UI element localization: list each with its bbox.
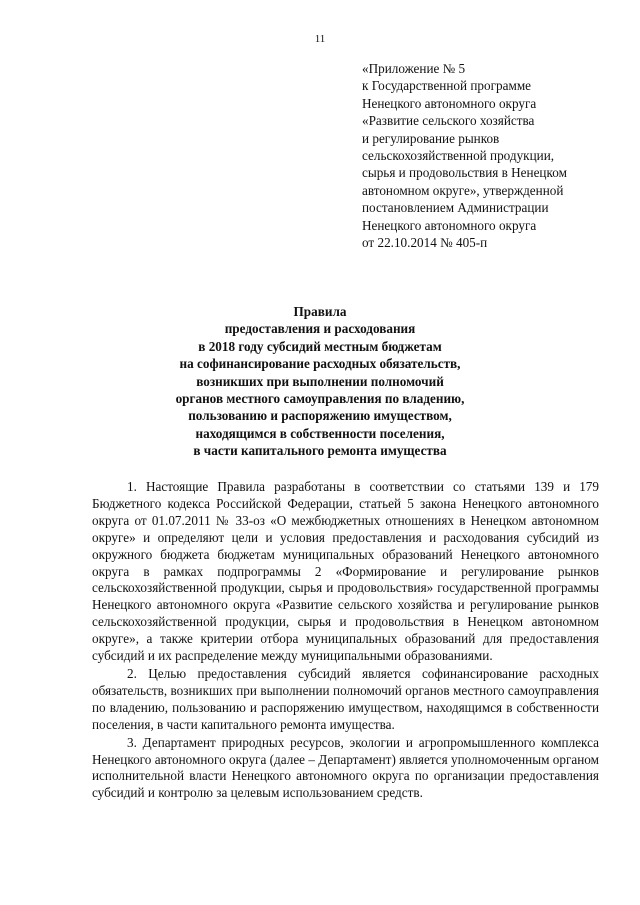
appendix-line: сельскохозяйственной продукции,	[362, 148, 555, 164]
title-line: в 2018 году субсидий местным бюджетам	[198, 338, 442, 354]
appendix-line: и регулирование рынков	[362, 130, 500, 146]
title-line: органов местного самоуправления по владению,	[175, 391, 465, 407]
appendix-line: к Государственной программе	[362, 78, 532, 94]
title-line: находящимся в собственности поселения,	[195, 425, 445, 441]
appendix-line: постановлением Администрации	[362, 200, 549, 216]
document-title	[0, 303, 640, 460]
title-line: возникших при выполнении полномочий	[196, 373, 444, 389]
appendix-line: автономном округе», утвержденной	[362, 182, 564, 198]
appendix-line: сырья и продовольствия в Ненецком	[362, 165, 567, 181]
title-line: в части капитального ремонта имущества	[193, 443, 447, 459]
appendix-line: Ненецкого автономного округа	[362, 95, 537, 111]
title-line: на софинансирование расходных обязательств,	[179, 356, 461, 372]
title-line: пользованию и распоряжению имуществом,	[188, 408, 452, 424]
appendix-line: «Приложение № 5	[362, 61, 466, 76]
appendix-line: «Развитие сельского хозяйства	[362, 113, 535, 129]
appendix-line: Ненецкого автономного округа	[362, 217, 537, 233]
appendix-line: от 22.10.2014 № 405-п	[362, 235, 488, 251]
appendix-block	[362, 60, 602, 251]
paragraph-3: 3. Департамент природных ресурсов, экологии и агропромышленного комплекса Ненецкого автономного округа (далее – Департамент) является уполномоченным органом исполнительной власти Ненецкого автономного округа по организации предоставления субсидий и контролю за целевым использованием средств.	[92, 734, 599, 801]
page-number: 11	[314, 33, 326, 45]
paragraph-1: 1. Настоящие Правила разработаны в соответствии со статьями 139 и 179 Бюджетного кодекса Российской Федерации, статьей 5 закона Ненецкого автономного округа от 01.07.2011 № 33-оз «О межбюджетных отношениях в Ненецком автономном округе» и определяют цели и условия предоставления и расходования субсидий из окружного бюджета бюджетам муниципальных образований Ненецкого автономного округа в рамках подпрограммы 2 «Формирование и регулирование рынков сельскохозяйственной продукции, сырья и продовольствия» государственной программы Ненецкого автономного округа «Развитие сельского хозяйства и регулирование рынков сельскохозяйственной продукции, сырья и продовольствия в Ненецком автономном округе», а также критерии отбора муниципальных образований для предоставления субсидий и их распределение между муниципальными образованиями.	[92, 479, 599, 664]
title-line: предоставления и расходования	[224, 321, 416, 337]
title-line: Правила	[293, 304, 347, 319]
document-body	[92, 479, 599, 802]
paragraph-2: 2. Целью предоставления субсидий является софинансирование расходных обязательств, возникших при выполнении полномочий органов местного самоуправления по владению, пользованию и распоряжению имуществом, находящимся в собственности поселения, в части капитального ремонта имущества.	[92, 665, 599, 732]
